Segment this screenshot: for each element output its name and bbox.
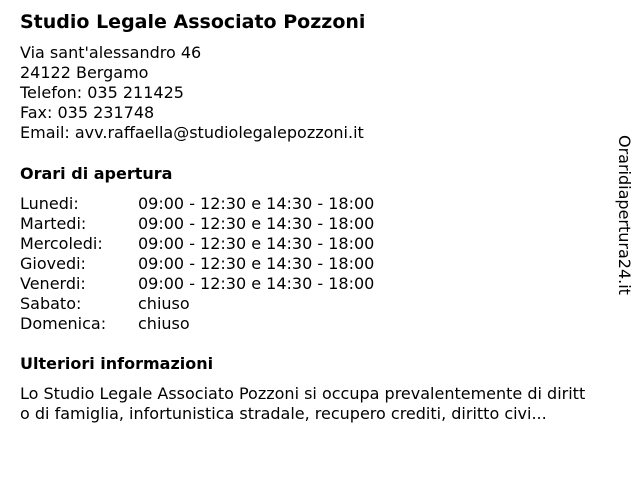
hours-time: 09:00 - 12:30 e 14:30 - 18:00 (138, 274, 375, 293)
further-info-heading: Ulteriori informazioni (20, 354, 214, 373)
hours-time: 09:00 - 12:30 e 14:30 - 18:00 (138, 234, 375, 253)
hours-day: Martedi: (20, 214, 87, 233)
hours-day: Mercoledi: (20, 234, 103, 253)
further-info-text (20, 384, 612, 424)
info-line: Lo Studio Legale Associato Pozzoni si occupa prevalentemente di diritt (20, 384, 586, 403)
fax-number: Fax: 035 231748 (20, 103, 155, 122)
phone-number: Telefon: 035 211425 (20, 83, 184, 102)
site-watermark: Oraridiapertura24.it (615, 135, 634, 295)
contact-block (20, 43, 364, 143)
info-line: o di famiglia, infortunistica stradale, recupero crediti, diritto civi... (20, 404, 547, 423)
business-name: Studio Legale Associato Pozzoni (20, 11, 366, 33)
hours-time: 09:00 - 12:30 e 14:30 - 18:00 (138, 254, 375, 273)
hours-time: chiuso (138, 294, 190, 313)
hours-day: Sabato: (20, 294, 82, 313)
address-street: Via sant'alessandro 46 (20, 43, 202, 62)
hours-day: Venerdi: (20, 274, 86, 293)
hours-day: Giovedi: (20, 254, 86, 273)
hours-day: Domenica: (20, 314, 107, 333)
hours-time: chiuso (138, 314, 190, 333)
email-address: Email: avv.raffaella@studiolegalepozzoni.it (20, 123, 364, 142)
hours-day: Lunedi: (20, 194, 79, 213)
hours-time: 09:00 - 12:30 e 14:30 - 18:00 (138, 194, 375, 213)
address-city: 24122 Bergamo (20, 63, 149, 82)
hours-time: 09:00 - 12:30 e 14:30 - 18:00 (138, 214, 375, 233)
opening-hours-heading: Orari di apertura (20, 164, 173, 183)
